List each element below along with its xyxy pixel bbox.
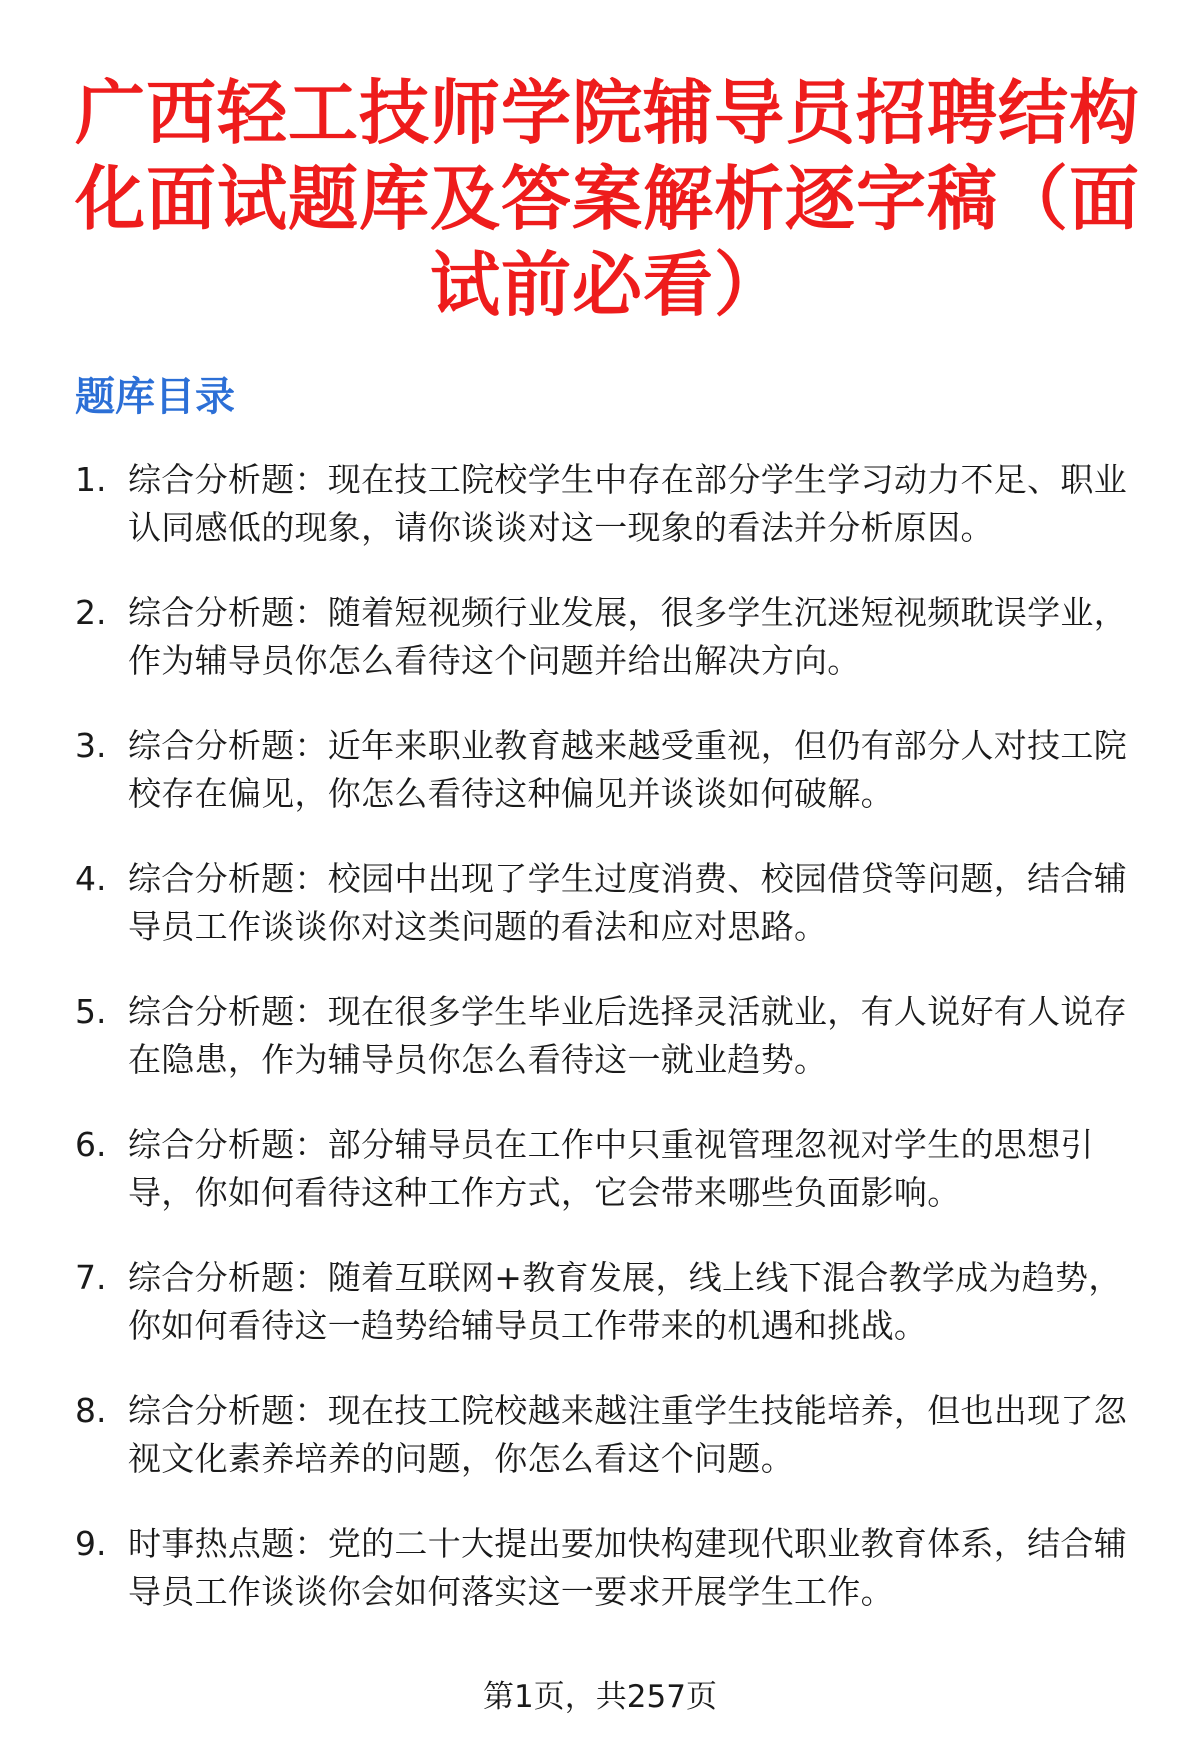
list-item-text: 综合分析题：随着互联网+教育发展，线上线下混合教学成为趋势，你如何看待这一趋势给辅导员工作带来的机遇和挑战。 [128, 1258, 1122, 1345]
list-item [75, 722, 1140, 818]
list-item [75, 1254, 1140, 1350]
list-item-text: 综合分析题：现在技工院校学生中存在部分学生学习动力不足、职业认同感低的现象，请你谈谈对这一现象的看法并分析原因。 [128, 460, 1127, 547]
list-item-text: 综合分析题：现在技工院校越来越注重学生技能培养，但也出现了忽视文化素养培养的问题，你怎么看这个问题。 [128, 1391, 1127, 1478]
list-item [75, 589, 1140, 685]
list-item [75, 1387, 1140, 1483]
list-item [75, 1121, 1140, 1217]
list-item [75, 456, 1140, 552]
list-item-text: 综合分析题：现在很多学生毕业后选择灵活就业，有人说好有人说存在隐患，作为辅导员你怎么看待这一就业趋势。 [128, 992, 1127, 1079]
section-heading: 题库目录 [75, 374, 235, 420]
question-list [75, 456, 1140, 1616]
list-item-text: 综合分析题：校园中出现了学生过度消费、校园借贷等问题，结合辅导员工作谈谈你对这类问题的看法和应对思路。 [128, 859, 1127, 946]
page-title: 广西轻工技师学院辅导员招聘结构化面试题库及答案解析逐字稿（面试前必看） [75, 72, 1140, 326]
list-item [75, 855, 1140, 951]
list-item-number: 3. [75, 726, 107, 765]
list-item [75, 988, 1140, 1084]
list-item-number: 5. [75, 992, 107, 1031]
page-footer: 第1页，共257页 [483, 1679, 717, 1715]
list-item [75, 1520, 1140, 1616]
list-item-text: 综合分析题：部分辅导员在工作中只重视管理忽视对学生的思想引导，你如何看待这种工作方式，它会带来哪些负面影响。 [128, 1125, 1094, 1212]
list-item-number: 4. [75, 859, 107, 898]
list-item-number: 9. [75, 1524, 107, 1563]
list-item-text: 综合分析题：近年来职业教育越来越受重视，但仍有部分人对技工院校存在偏见，你怎么看待这种偏见并谈谈如何破解。 [128, 726, 1127, 813]
list-item-number: 8. [75, 1391, 107, 1430]
list-item-number: 6. [75, 1125, 107, 1164]
list-item-text: 时事热点题：党的二十大提出要加快构建现代职业教育体系，结合辅导员工作谈谈你会如何落实这一要求开展学生工作。 [128, 1524, 1127, 1611]
list-item-text: 综合分析题：随着短视频行业发展，很多学生沉迷短视频耽误学业，作为辅导员你怎么看待这个问题并给出解决方向。 [128, 593, 1127, 680]
list-item-number: 2. [75, 593, 107, 632]
list-item-number: 7. [75, 1258, 107, 1297]
list-item-number: 1. [75, 460, 107, 499]
